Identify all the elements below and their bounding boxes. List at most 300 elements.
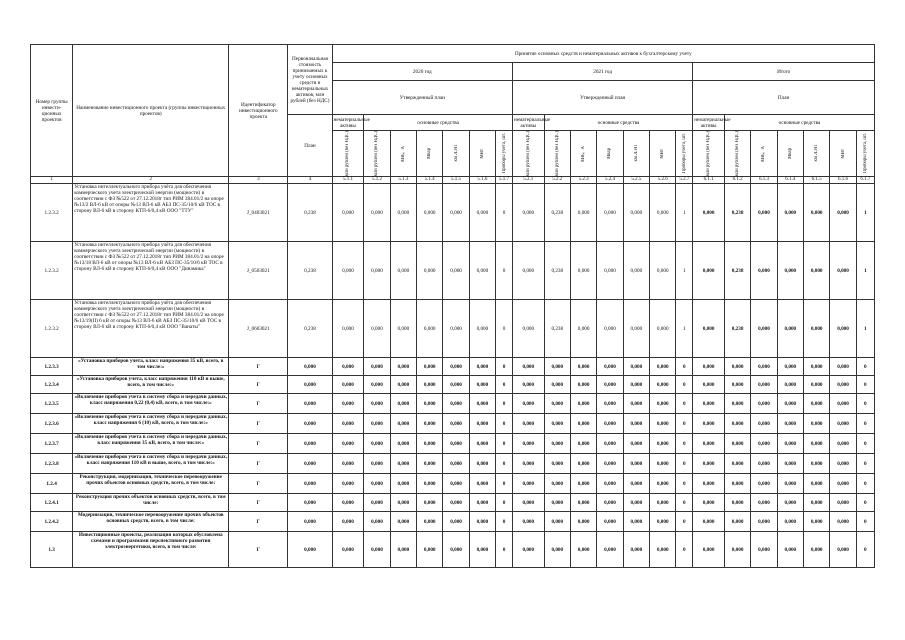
column-number: 5.1.4 xyxy=(417,177,443,184)
row-value: 0,000 xyxy=(623,300,649,358)
row-project-id: Г xyxy=(229,434,288,454)
row-value: 0,000 xyxy=(512,512,544,532)
table-row xyxy=(31,242,875,300)
row-value: 0,000 xyxy=(751,494,777,512)
row-value: 0,000 xyxy=(650,394,676,414)
row-value: 0,000 xyxy=(443,300,469,358)
row-value: 0,000 xyxy=(332,184,364,242)
row-value: 0,238 xyxy=(544,242,570,300)
row-value: 0,000 xyxy=(693,494,725,512)
row-value: 0,000 xyxy=(364,358,390,376)
row-value: 0,000 xyxy=(512,434,544,454)
row-value: 0,000 xyxy=(443,414,469,434)
row-value: 0,000 xyxy=(332,358,364,376)
row-value: 0,000 xyxy=(570,434,596,454)
row-project-id: Г xyxy=(229,494,288,512)
row-value: 0,000 xyxy=(417,512,443,532)
header-unit-label: млн рублей (без НДС) xyxy=(345,131,351,177)
header-unit-label: млн рублей (без НДС) xyxy=(706,131,712,177)
header-year-2020: 2020 год xyxy=(332,63,512,81)
row-value: 0,000 xyxy=(364,474,390,494)
table-row xyxy=(31,474,875,494)
row-value: 0 xyxy=(856,434,874,454)
row-group-number: 1.3 xyxy=(31,532,73,568)
row-value: 0,000 xyxy=(469,512,495,532)
row-value: 0,000 xyxy=(443,474,469,494)
row-project-id: Г xyxy=(229,414,288,434)
row-value: 0,000 xyxy=(544,434,570,454)
row-value: 0,000 xyxy=(724,454,750,474)
row-value: 0,000 xyxy=(544,512,570,532)
row-value: 0,000 xyxy=(724,532,750,568)
row-value: 0,000 xyxy=(364,414,390,434)
row-value: 0,000 xyxy=(693,300,725,358)
header-unit-label: млн рублей (без НДС) xyxy=(735,131,741,177)
row-project-id: J_0503021 xyxy=(229,242,288,300)
row-initial-cost: 0,000 xyxy=(288,474,332,494)
row-value: 0,000 xyxy=(364,394,390,414)
header-unit-label: МВт xyxy=(840,148,846,159)
row-value: 0,000 xyxy=(417,494,443,512)
header-unit xyxy=(777,131,803,177)
row-value: 0 xyxy=(676,454,693,474)
row-value: 0 xyxy=(856,474,874,494)
row-value: 0,000 xyxy=(650,414,676,434)
row-value: 0 xyxy=(496,300,513,358)
row-value: 0,000 xyxy=(512,184,544,242)
row-value: 0,000 xyxy=(443,394,469,414)
row-value: 0,000 xyxy=(803,184,829,242)
row-group-number: 1.2.3.4 xyxy=(31,376,73,394)
header-unit-label: млн рублей (без НДС) xyxy=(525,131,531,177)
row-value: 0,000 xyxy=(390,454,416,474)
row-value: 0,000 xyxy=(777,532,803,568)
table-row xyxy=(31,184,875,242)
row-value: 1 xyxy=(676,300,693,358)
column-number: 5.2.7 xyxy=(676,177,693,184)
column-number: 5.1.5 xyxy=(443,177,469,184)
row-value: 0,000 xyxy=(803,358,829,376)
row-value: 0,000 xyxy=(623,414,649,434)
row-value: 0,000 xyxy=(751,414,777,434)
row-project-name: «Включение приборов учета в систему сбора и передачи данных, класс напряжения 35 кВ, всего, в том числе:» xyxy=(73,434,229,454)
row-value: 0,000 xyxy=(544,358,570,376)
row-value: 0,000 xyxy=(544,532,570,568)
row-value: 0,000 xyxy=(332,394,364,414)
header-unit xyxy=(830,131,856,177)
row-value: 0,000 xyxy=(332,454,364,474)
header-project-name: Наименование инвестиционного проекта (группы инвестиционных проектов) xyxy=(73,45,229,177)
row-value: 0,000 xyxy=(390,474,416,494)
row-project-id: Г xyxy=(229,454,288,474)
row-value: 0,000 xyxy=(570,414,596,434)
row-value: 0,000 xyxy=(544,454,570,474)
header-plan: План xyxy=(288,115,332,177)
row-value: 0,000 xyxy=(469,394,495,414)
row-value: 0,000 xyxy=(597,474,623,494)
row-value: 0 xyxy=(496,494,513,512)
header-fixed-assets: основные средства xyxy=(544,115,693,131)
row-value: 0,000 xyxy=(332,494,364,512)
header-unit xyxy=(443,131,469,177)
row-value: 0,238 xyxy=(724,242,750,300)
column-number: 6.1.7 xyxy=(856,177,874,184)
row-value: 0,000 xyxy=(512,414,544,434)
header-unit-label: МВ×А xyxy=(761,145,767,162)
row-value: 0,000 xyxy=(777,512,803,532)
row-value: 0,000 xyxy=(597,184,623,242)
row-value: 0,000 xyxy=(512,376,544,394)
row-value: 0,000 xyxy=(693,394,725,414)
row-group-number: 1.2.3.2 xyxy=(31,184,73,242)
row-value: 0,000 xyxy=(830,184,856,242)
row-value: 0,000 xyxy=(693,376,725,394)
row-value: 0 xyxy=(496,474,513,494)
column-number-row xyxy=(31,177,875,184)
row-value: 0,000 xyxy=(332,414,364,434)
column-number: 5.2.6 xyxy=(650,177,676,184)
row-value: 0,000 xyxy=(830,414,856,434)
row-value: 0,000 xyxy=(390,414,416,434)
row-value: 0,000 xyxy=(417,414,443,434)
row-value: 0,000 xyxy=(623,376,649,394)
row-initial-cost: 0,000 xyxy=(288,414,332,434)
row-value: 0,000 xyxy=(597,494,623,512)
row-initial-cost: 0,238 xyxy=(288,242,332,300)
row-value: 0,000 xyxy=(512,394,544,414)
row-project-id: J_0403021 xyxy=(229,184,288,242)
row-value: 0 xyxy=(856,394,874,414)
row-value: 0,000 xyxy=(512,532,544,568)
row-value: 0,000 xyxy=(751,394,777,414)
row-group-number: 1.2.3.7 xyxy=(31,434,73,454)
header-unit xyxy=(751,131,777,177)
row-value: 0,000 xyxy=(623,512,649,532)
row-initial-cost: 0,000 xyxy=(288,532,332,568)
row-value: 0,000 xyxy=(623,394,649,414)
row-value: 0,000 xyxy=(597,532,623,568)
row-value: 0,000 xyxy=(777,474,803,494)
row-value: 0,000 xyxy=(724,474,750,494)
row-value: 0,000 xyxy=(469,532,495,568)
row-value: 0 xyxy=(496,434,513,454)
row-value: 0,000 xyxy=(650,494,676,512)
row-value: 0,000 xyxy=(544,494,570,512)
row-value: 0,000 xyxy=(693,512,725,532)
row-value: 0 xyxy=(676,494,693,512)
row-value: 0,000 xyxy=(443,494,469,512)
row-value: 0,000 xyxy=(751,242,777,300)
header-project-id: Идентификатор инвестиционного проекта xyxy=(229,45,288,177)
header-unit-label: Мвар xyxy=(607,148,613,160)
row-group-number: 1.2.3.3 xyxy=(31,358,73,376)
row-value: 0,000 xyxy=(693,242,725,300)
column-number: 6.1.5 xyxy=(803,177,829,184)
row-group-number: 1.2.4.2 xyxy=(31,512,73,532)
row-value: 0,000 xyxy=(650,512,676,532)
row-value: 0,000 xyxy=(570,494,596,512)
header-fixed-assets: основные средства xyxy=(724,115,874,131)
row-group-number: 1.2.3.2 xyxy=(31,242,73,300)
header-unit-label: млн рублей (без НДС) xyxy=(374,131,380,177)
row-value: 0 xyxy=(676,532,693,568)
row-value: 0,000 xyxy=(830,376,856,394)
row-value: 0,000 xyxy=(751,376,777,394)
row-project-name: Инвестиционные проекты, реализация которых обусловлена схемами и программами перспективного развития электроэнергетики, всего, в том числе: xyxy=(73,532,229,568)
header-unit-label: Приборы учета, шт. xyxy=(501,133,507,174)
row-value: 0,000 xyxy=(751,512,777,532)
row-value: 0,000 xyxy=(724,494,750,512)
row-value: 0,000 xyxy=(693,532,725,568)
row-value: 0 xyxy=(856,532,874,568)
row-value: 0,000 xyxy=(390,494,416,512)
row-value: 0,000 xyxy=(469,474,495,494)
row-value: 0,000 xyxy=(570,532,596,568)
column-number: 5.2.2 xyxy=(544,177,570,184)
column-number: 6.1.3 xyxy=(751,177,777,184)
row-project-name: Модернизация, техническое перевооружение прочих объектов основных средств, всего, в том числе: xyxy=(73,512,229,532)
table-row xyxy=(31,376,875,394)
row-value: 0,000 xyxy=(597,242,623,300)
column-number: 5.2.1 xyxy=(512,177,544,184)
row-value: 0,000 xyxy=(777,242,803,300)
row-value: 0,000 xyxy=(597,434,623,454)
row-value: 0 xyxy=(676,434,693,454)
row-value: 0 xyxy=(856,414,874,434)
row-value: 0,000 xyxy=(803,434,829,454)
row-value: 0,000 xyxy=(469,184,495,242)
row-initial-cost: 0,000 xyxy=(288,512,332,532)
row-value: 0,000 xyxy=(830,532,856,568)
row-project-name: Установка интеллектуального прибора учёта для обеспечения коммерческого учета электрической энергии (мощности) в соответствии с ФЗ №522 от 27.12.2018г тип РИМ 384.01/2 на опоре №13/18 ВЛ-6 кВ от опоры №13 ВЛ-6 кВ АБЗ ПС-35/10/6 кВ ТОС в сторону ВЛ-6 кВ в сторону КТП-6/0,4 кВ ООО "Динамика" xyxy=(73,242,229,300)
row-value: 0,000 xyxy=(512,242,544,300)
row-initial-cost: 0,000 xyxy=(288,454,332,474)
row-value: 1 xyxy=(856,300,874,358)
row-value: 0,000 xyxy=(390,394,416,414)
header-unit xyxy=(332,131,364,177)
row-value: 0,000 xyxy=(597,414,623,434)
column-number: 4 xyxy=(288,177,332,184)
row-value: 0,000 xyxy=(469,358,495,376)
row-value: 0,000 xyxy=(570,512,596,532)
row-value: 0 xyxy=(496,394,513,414)
table-row xyxy=(31,300,875,358)
column-number: 1 xyxy=(31,177,73,184)
row-value: 0,000 xyxy=(777,184,803,242)
row-value: 0,000 xyxy=(623,434,649,454)
table-row xyxy=(31,394,875,414)
row-value: 0,000 xyxy=(443,376,469,394)
column-number: 2 xyxy=(73,177,229,184)
row-value: 0,000 xyxy=(650,300,676,358)
column-number: 6.1.4 xyxy=(777,177,803,184)
row-group-number: 1.2.4.1 xyxy=(31,494,73,512)
row-value: 0,000 xyxy=(803,512,829,532)
header-unit-label: км ЛЭП xyxy=(814,145,820,162)
row-value: 0,000 xyxy=(417,184,443,242)
column-number: 5.2.3 xyxy=(570,177,596,184)
row-value: 0,000 xyxy=(693,184,725,242)
row-value: 0,000 xyxy=(417,300,443,358)
row-value: 0 xyxy=(856,376,874,394)
header-unit-label: Приборы учета, шт. xyxy=(862,133,868,174)
row-value: 0,000 xyxy=(777,358,803,376)
row-project-name: Реконструкция, модернизация, техническое перевооружение прочих объектов основных средств, всего, в том числе: xyxy=(73,474,229,494)
header-total: Итого xyxy=(693,63,875,81)
row-project-id: Г xyxy=(229,474,288,494)
table-row xyxy=(31,454,875,474)
header-unit-label: МВт xyxy=(660,148,666,159)
row-value: 0,000 xyxy=(390,434,416,454)
row-value: 0,000 xyxy=(650,376,676,394)
row-value: 0,000 xyxy=(751,184,777,242)
row-value: 0,000 xyxy=(469,376,495,394)
header-plan-total: План xyxy=(693,81,875,115)
row-value: 0,000 xyxy=(803,474,829,494)
row-value: 0,000 xyxy=(777,376,803,394)
header-unit xyxy=(469,131,495,177)
row-value: 0,000 xyxy=(443,184,469,242)
row-value: 0,000 xyxy=(777,300,803,358)
row-value: 0,000 xyxy=(830,454,856,474)
row-value: 0 xyxy=(676,474,693,494)
row-value: 0,000 xyxy=(777,434,803,454)
row-value: 0 xyxy=(856,358,874,376)
row-value: 0,000 xyxy=(390,242,416,300)
row-value: 1 xyxy=(856,242,874,300)
table-row xyxy=(31,532,875,568)
row-value: 0,000 xyxy=(390,512,416,532)
row-project-name: Установка интеллектуального прибора учёта для обеспечения коммерческого учета электрической энергии (мощности) в соответствии с ФЗ №522 от 27.12.2018г тип РИМ 384.01/2 на опоре №13/2 ВЛ-6 кВ от опоры №13 ВЛ-6 кВ АБЗ ПС-35/10/6 кВ ТОС в сторону ВЛ-6 кВ в сторону КТП-6/0,4 кВ ООО "ТТУ" xyxy=(73,184,229,242)
row-value: 0,000 xyxy=(650,358,676,376)
header-unit xyxy=(623,131,649,177)
row-value: 0,000 xyxy=(570,376,596,394)
row-value: 0,000 xyxy=(512,494,544,512)
row-value: 0,000 xyxy=(650,532,676,568)
row-value: 0,000 xyxy=(332,434,364,454)
row-value: 0,000 xyxy=(650,434,676,454)
row-value: 1 xyxy=(676,184,693,242)
row-value: 0 xyxy=(856,454,874,474)
row-value: 0,000 xyxy=(469,494,495,512)
row-value: 0,000 xyxy=(364,512,390,532)
row-value: 0,000 xyxy=(544,394,570,414)
column-number: 6.1.6 xyxy=(830,177,856,184)
row-value: 1 xyxy=(676,242,693,300)
row-value: 0,000 xyxy=(570,358,596,376)
header-unit xyxy=(724,131,750,177)
row-value: 0 xyxy=(676,394,693,414)
row-value: 0,000 xyxy=(751,474,777,494)
column-number: 5.2.4 xyxy=(597,177,623,184)
row-value: 0,000 xyxy=(332,376,364,394)
row-value: 0,000 xyxy=(693,434,725,454)
header-unit xyxy=(496,131,513,177)
table-row xyxy=(31,434,875,454)
row-value: 0,000 xyxy=(777,394,803,414)
header-unit-label: км ЛЭП xyxy=(453,145,459,162)
row-value: 0,000 xyxy=(417,242,443,300)
row-value: 0,000 xyxy=(830,494,856,512)
header-unit xyxy=(693,131,725,177)
row-value: 0,000 xyxy=(512,358,544,376)
row-value: 0,000 xyxy=(469,300,495,358)
row-value: 0,238 xyxy=(724,184,750,242)
row-value: 0,000 xyxy=(597,300,623,358)
header-unit xyxy=(676,131,693,177)
row-value: 0,000 xyxy=(332,532,364,568)
row-value: 0,000 xyxy=(417,394,443,414)
row-value: 0,000 xyxy=(803,532,829,568)
row-value: 0,000 xyxy=(364,454,390,474)
row-project-id: Г xyxy=(229,394,288,414)
table-body xyxy=(31,184,875,568)
header-fixed-assets: основные средства xyxy=(364,115,513,131)
header-unit xyxy=(597,131,623,177)
row-project-id: Г xyxy=(229,358,288,376)
row-project-name: «Включение приборов учета в систему сбора и передачи данных, класс напряжения 6 (10) кВ, всего, в том числе:» xyxy=(73,414,229,434)
row-value: 0,000 xyxy=(830,434,856,454)
row-group-number: 1.2.4 xyxy=(31,474,73,494)
row-value: 0,000 xyxy=(597,512,623,532)
row-value: 0,000 xyxy=(364,242,390,300)
row-value: 0,000 xyxy=(443,242,469,300)
header-plan-2020: Утвержденный план xyxy=(332,81,512,115)
row-value: 0,000 xyxy=(443,454,469,474)
row-initial-cost: 0,000 xyxy=(288,358,332,376)
row-value: 0,000 xyxy=(623,532,649,568)
row-value: 0,000 xyxy=(693,414,725,434)
row-value: 0,000 xyxy=(650,184,676,242)
row-value: 0,000 xyxy=(693,474,725,494)
row-value: 0,000 xyxy=(724,394,750,414)
row-value: 0,000 xyxy=(443,512,469,532)
row-value: 0,000 xyxy=(443,434,469,454)
header-unit xyxy=(364,131,390,177)
row-value: 0 xyxy=(496,414,513,434)
row-initial-cost: 0,000 xyxy=(288,494,332,512)
row-value: 0,000 xyxy=(443,358,469,376)
row-value: 0,000 xyxy=(803,454,829,474)
row-value: 0 xyxy=(676,414,693,434)
row-value: 0,000 xyxy=(469,434,495,454)
row-value: 0 xyxy=(496,184,513,242)
column-number: 5.1.6 xyxy=(469,177,495,184)
row-initial-cost: 0,238 xyxy=(288,300,332,358)
column-number: 6.1.2 xyxy=(724,177,750,184)
column-number: 5.1.2 xyxy=(364,177,390,184)
row-value: 0,000 xyxy=(693,358,725,376)
row-value: 0,000 xyxy=(751,454,777,474)
row-value: 0,000 xyxy=(830,512,856,532)
row-value: 0,000 xyxy=(650,242,676,300)
row-value: 0,000 xyxy=(803,394,829,414)
row-value: 0,000 xyxy=(751,300,777,358)
row-value: 0,000 xyxy=(469,414,495,434)
column-number: 5.2.5 xyxy=(623,177,649,184)
row-project-name: «Установка приборов учета, класс напряжения 35 кВ, всего, в том числе:» xyxy=(73,358,229,376)
row-value: 0,000 xyxy=(364,532,390,568)
row-value: 0,000 xyxy=(830,394,856,414)
row-value: 0,000 xyxy=(544,376,570,394)
row-value: 0,000 xyxy=(570,184,596,242)
row-value: 0,000 xyxy=(364,376,390,394)
row-value: 0,000 xyxy=(803,376,829,394)
row-value: 0,000 xyxy=(751,434,777,454)
header-unit-label: Приборы учета, шт. xyxy=(681,133,687,174)
row-value: 0,000 xyxy=(777,494,803,512)
table-row xyxy=(31,512,875,532)
